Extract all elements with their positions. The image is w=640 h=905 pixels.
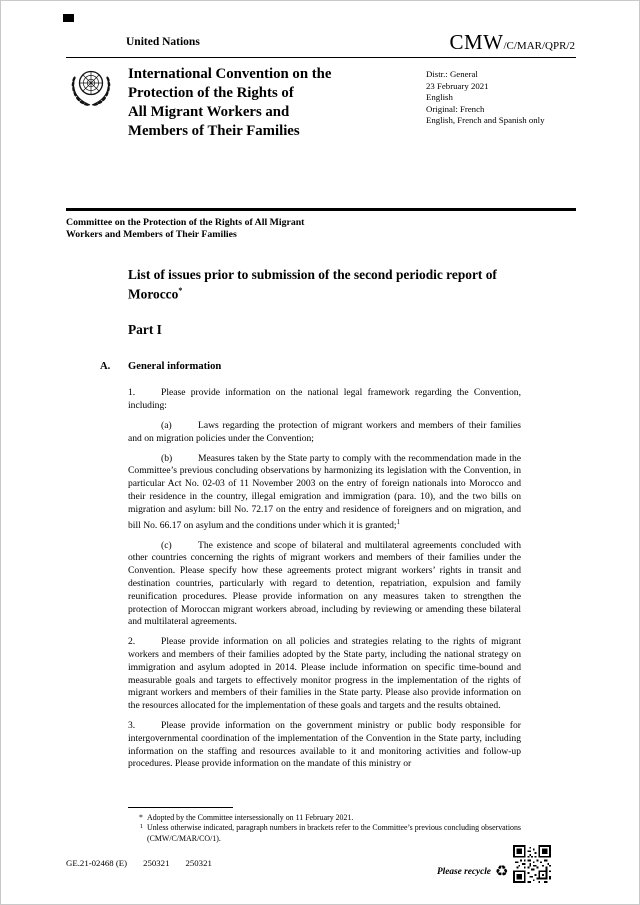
registration-mark [63, 14, 74, 22]
convention-title-line: Protection of the Rights of [128, 85, 294, 101]
paragraph-text: Laws regarding the protection of migrant workers and members of their families and on migration policies under the Convention; [128, 420, 521, 444]
footnote-separator [128, 807, 233, 808]
doc-original: Original: French [426, 103, 485, 114]
paragraph-1a [128, 420, 521, 446]
document-body [100, 267, 521, 771]
distribution-block [426, 69, 576, 127]
paragraph-number: 1. [128, 387, 136, 399]
footnote-marker: 1 [139, 822, 143, 830]
paragraph-1 [128, 387, 521, 413]
distribution: Distr.: General [426, 69, 478, 79]
paragraph-text: Please provide information on the government ministry or public body responsible for intergovernmental coordination of the implementation of the Convention in the State party, including information on the staffing and resources available to it and monitoring activities and follow-up procedures. Please provide information on the mandate of this ministry or [128, 719, 521, 770]
footnote-text: Adopted by the Committee intersessionally on 11 February 2021. [147, 813, 354, 822]
footnote-marker: * [139, 813, 143, 822]
recycle-icon: ♻ [494, 862, 509, 880]
paragraph-number: 3. [128, 719, 136, 731]
paragraph-1c [128, 540, 521, 630]
convention-title-line: International Convention on the [128, 66, 332, 82]
paragraph-text: Measures taken by the State party to comply with the recommendation made in the Committee’s previous concluding observations by harmonizing its legislation with the Convention, in particular Act No. 02-03 of 11 November 2003 on the entry of foreign nationals into Morocco and their residence in the country, illegal emigration and immigration (para. 10), and the two bills on migration and asylum: bill No. 72.17 on the entry and residence of foreigners and on migration, and bill No. 66.17 on asylum and the conditions under which it is granted; [128, 452, 521, 531]
org-name: United Nations [126, 36, 200, 48]
footnote-reference: 1 [396, 518, 400, 526]
document-symbol-prefix: CMW [449, 30, 504, 54]
paragraph-number: 2. [128, 636, 136, 648]
paragraph-3 [128, 720, 521, 771]
convention-title-line: All Migrant Workers and [128, 104, 290, 120]
footnote-1 [128, 823, 521, 844]
footnote-text: Unless otherwise indicated, paragraph numbers in brackets refer to the Committee’s previous concluding observations (CMW/C/MAR/CO/1). [147, 822, 521, 843]
section-rule [66, 208, 576, 211]
ge-number: GE.21-02468 (E) [66, 858, 128, 868]
item-label: (a) [161, 420, 172, 432]
paragraph-text: Please provide information on the national legal framework regarding the Convention, including: [128, 387, 521, 412]
document-symbol-suffix: /C/MAR/QPR/2 [503, 40, 575, 52]
qr-code [513, 845, 551, 883]
convention-title [128, 65, 408, 141]
recycle-note [437, 864, 508, 879]
doc-availability: English, French and Spanish only [426, 115, 545, 126]
item-label: (b) [161, 452, 173, 464]
document-title [128, 267, 521, 302]
footer-reference [66, 858, 212, 868]
un-emblem-icon [68, 64, 114, 110]
section-heading [100, 361, 521, 373]
doc-language: English [426, 92, 453, 103]
header-rule [66, 57, 576, 58]
paragraph-text: Please provide information on all policies and strategies relating to the rights of migrant workers and members of their families adopted by the State party, including the national strategy on immigration and asylum adopted in 2014. Please include information on specific time-bound and measurable goals and targets to effectively monitor progress in the implementation of the rights of migrant workers and members of their families in the State party. Please also provide information on the resources allocated for the implementation of these goals and targets and the results obtained. [128, 636, 521, 712]
title-footnote-marker: * [178, 286, 183, 295]
footnote-star [128, 813, 521, 823]
part-heading: Part I [128, 322, 162, 338]
convention-title-line: Members of Their Families [128, 123, 300, 139]
paragraph-2 [128, 636, 521, 713]
committee-name: Committee on the Protection of the Rights of All Migrant Workers and Members of Their Families [66, 217, 305, 240]
footnotes [128, 807, 521, 843]
document-symbol [449, 30, 575, 55]
section-letter: A. [100, 361, 111, 373]
footer-date-1: 250321 [143, 858, 170, 868]
section-title: General information [128, 361, 222, 373]
paragraph-1b [128, 453, 521, 533]
recycle-label: Please recycle [437, 866, 491, 877]
footer-date-2: 250321 [185, 858, 212, 868]
doc-date: 23 February 2021 [426, 80, 489, 91]
item-label: (c) [161, 539, 172, 551]
paragraph-text: The existence and scope of bilateral and multilateral agreements concluded with other countries concerning the rights of migrant workers and members of their families under the Convention. Please specify how these agreements protect migrant workers’ rights in transit and destination countries, particularly with regard to detention, repatriation, expulsion and family reunification procedures. Please provide information on any measures taken to strengthen the protection of Moroccan migrant workers abroad, including by reviewing or amending these bilateral and multilateral agreements. [128, 539, 521, 628]
document-title-text: List of issues prior to submission of the second periodic report of Morocco [128, 267, 497, 302]
